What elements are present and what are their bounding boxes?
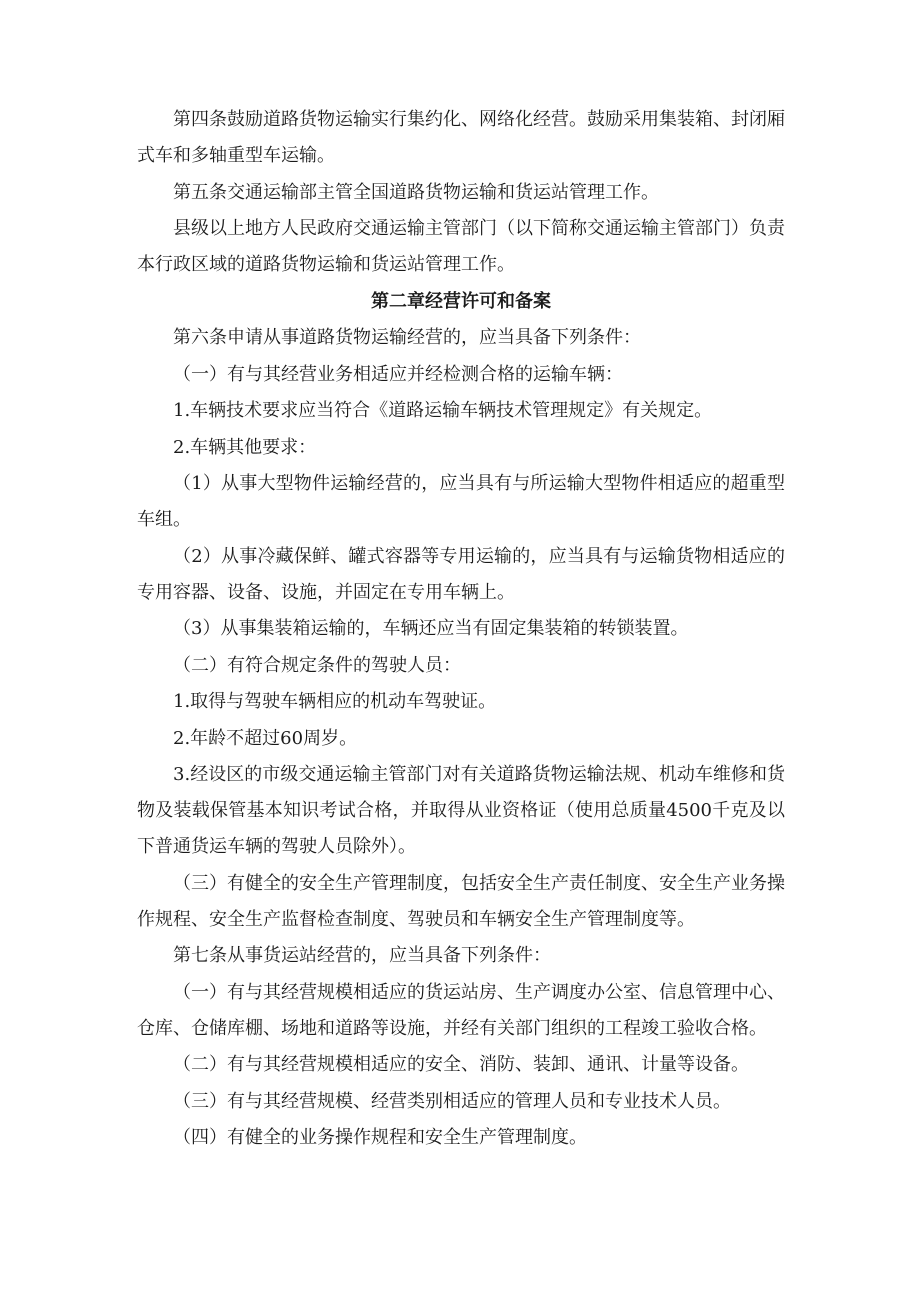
article-7-item-1: （一）有与其经营规模相适应的货运站房、生产调度办公室、信息管理中心、仓库、仓储库棚、场地和道路等设施，并经有关部门组织的工程竣工验收合格。 xyxy=(137,981,785,1039)
article-5-local-authority: 县级以上地方人民政府交通运输主管部门（以下简称交通运输主管部门）负责本行政区域的道路货物运输和货运站管理工作。 xyxy=(137,218,785,275)
article-6-item-3: （三）有健全的安全生产管理制度，包括安全生产责任制度、安全生产业务操作规程、安全生产监督检查制度、驾驶员和车辆安全生产管理制度等。 xyxy=(137,872,785,930)
chapter-title: 第二章经营许可和备案 xyxy=(371,290,551,312)
article-6-item-2-1: 1.取得与驾驶车辆相应的机动车驾驶证。 xyxy=(173,691,497,712)
article-4: 第四条鼓励道路货物运输实行集约化、网络化经营。鼓励采用集装箱、封闭厢式车和多轴重型车运输。 xyxy=(137,109,785,166)
article-7-item-2: （二）有与其经营规模相适应的安全、消防、装卸、通讯、计量等设备。 xyxy=(173,1054,749,1075)
article-7: 第七条从事货运站经营的，应当具备下列条件： xyxy=(173,945,551,966)
article-6-item-1: （一）有与其经营业务相适应并经检测合格的运输车辆： xyxy=(173,363,623,385)
article-7-item-3: （三）有与其经营规模、经营类别相适应的管理人员和专业技术人员。 xyxy=(173,1090,731,1112)
article-6-item-2: （二）有符合规定条件的驾驶人员： xyxy=(173,654,461,676)
article-6-item-1-2-3: （3）从事集装箱运输的，车辆还应当有固定集装箱的转锁装置。 xyxy=(173,618,689,639)
document-body xyxy=(137,102,785,1157)
article-6-item-2-3: 3.经设区的市级交通运输主管部门对有关道路货物运输法规、机动车维修和货物及装载保管基本知识考试合格，并取得从业资格证（使用总质量4500千克及以下普通货运车辆的驾驶人员除外）。 xyxy=(137,764,785,857)
article-6-item-1-2-2: （2）从事冷藏保鲜、罐式容器等专用运输的，应当具有与运输货物相适应的专用容器、设备、设施，并固定在专用车辆上。 xyxy=(137,545,785,603)
article-6-item-1-1: 1.车辆技术要求应当符合《道路运输车辆技术管理规定》有关规定。 xyxy=(173,400,713,421)
article-6: 第六条申请从事道路货物运输经营的，应当具备下列条件： xyxy=(173,327,641,348)
article-6-item-1-2: 2.车辆其他要求： xyxy=(173,436,317,458)
article-7-item-4: （四）有健全的业务操作规程和安全生产管理制度。 xyxy=(173,1127,587,1148)
article-5: 第五条交通运输部主管全国道路货物运输和货运站管理工作。 xyxy=(173,181,659,203)
article-6-item-1-2-1: （1）从事大型物件运输经营的，应当具有与所运输大型物件相适应的超重型车组。 xyxy=(137,473,785,530)
article-6-item-2-2: 2.年龄不超过60周岁。 xyxy=(173,727,358,749)
